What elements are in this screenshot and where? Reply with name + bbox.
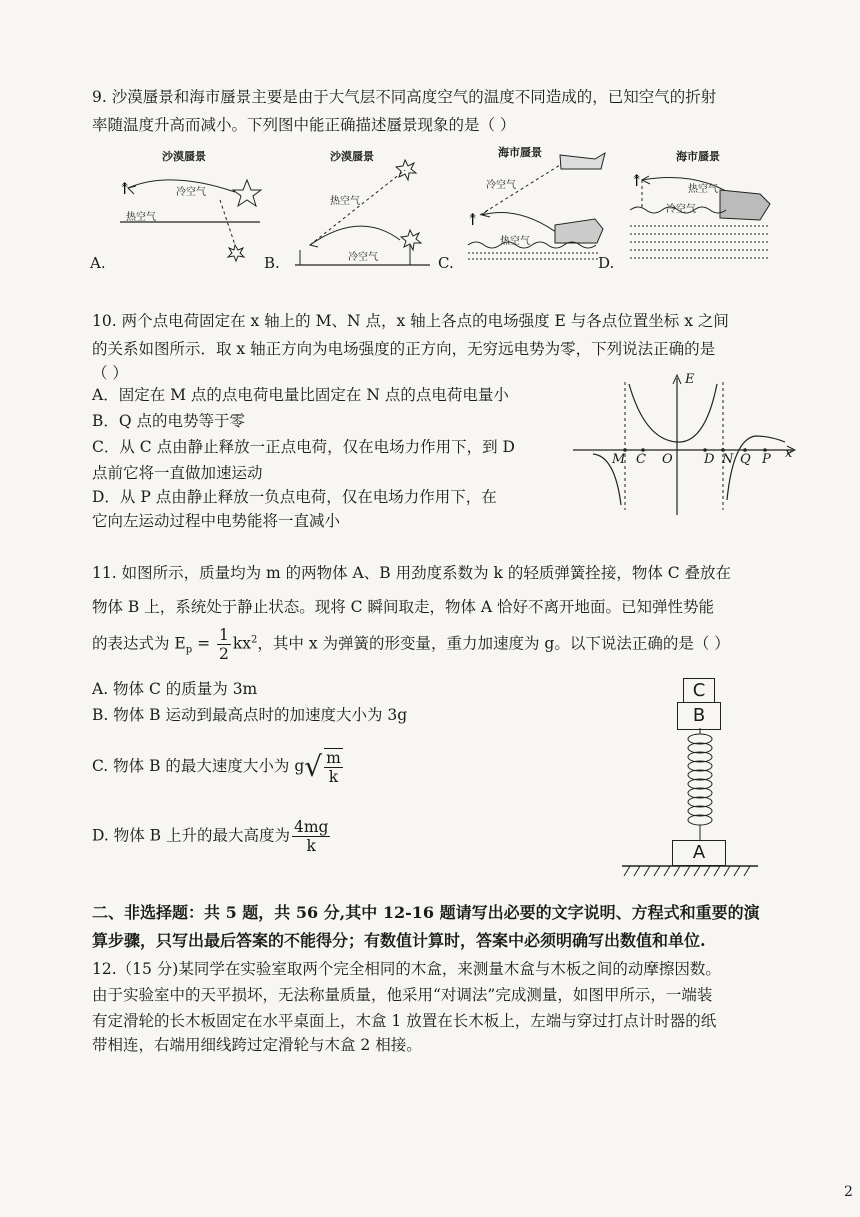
block-c: C (683, 678, 715, 704)
block-b: B (677, 702, 721, 730)
q9-diagram-b (280, 150, 440, 270)
q9-panel-b-lower: 冷空气 (348, 252, 378, 263)
q9-option-c[interactable]: C. (438, 254, 454, 272)
svg-text:↟: ↟ (630, 171, 644, 190)
q12-line1: 12.（15 分)某同学在实验室取两个完全相同的木盒，来测量木盒与木板之间的动摩擦因数。 (92, 960, 721, 978)
q10-line2: 的关系如图所示．取 x 轴正方向为电场强度的正方向，无穷远电势为零，下列说法正确的是 (92, 340, 716, 358)
q9-panel-d-upper: 热空气 (688, 184, 718, 195)
q10-line3: （ ） (92, 364, 128, 382)
q11-line1: 11. 如图所示，质量均为 m 的两物体 A、B 用劲度系数为 k 的轻质弹簧拴接，物体 C 叠放在 (92, 564, 732, 582)
section2-heading-line1: 二、非选择题：共 5 题，共 56 分,其中 12-16 题请写出必要的文字说明、方程式和重要的演 (92, 903, 760, 922)
q9-option-b[interactable]: B. (264, 254, 280, 272)
q9-line1: 9. 沙漠蜃景和海市蜃景主要是由于大气层不同高度空气的温度不同造成的，已知空气的折射 (92, 88, 717, 106)
svg-text:↟: ↟ (118, 179, 132, 198)
q11-option-a[interactable]: A. 物体 C 的质量为 3m (92, 680, 258, 698)
q9-panel-a-lower: 热空气 (126, 212, 156, 223)
page-number: 2 (844, 1184, 853, 1200)
q9-panel-c-lower: 热空气 (500, 236, 530, 247)
q10-point-q: Q (740, 452, 751, 467)
q12-line2: 由于实验室中的天平损坏，无法称量质量，他采用“对调法”完成测量，如图甲所示，一端装 (92, 986, 713, 1004)
q9-diagram-a (110, 160, 270, 270)
q10-point-c: C (636, 452, 646, 467)
q11-option-d[interactable]: D. 物体 B 上升的最大高度为 $\frac{4mg}{k}$ (92, 818, 329, 855)
block-a: A (672, 840, 726, 866)
q10-point-m: M (612, 452, 626, 467)
q9-option-d[interactable]: D. (598, 254, 615, 272)
q10-option-c-line1[interactable]: C．从 C 点由静止释放一正点电荷，仅在电场力作用下，到 D (92, 438, 515, 456)
q10-graph-x-label: x (785, 446, 793, 461)
q9-panel-c-upper: 冷空气 (486, 180, 516, 191)
q9-panel-d-lower: 冷空气 (666, 204, 696, 215)
q10-point-p: P (762, 452, 771, 467)
q10-graph-y-label: E (685, 372, 695, 387)
q10-point-n: N (722, 452, 734, 467)
q9-diagram-c (460, 145, 610, 270)
q11-option-c[interactable]: C. 物体 B 的最大速度大小为 g√ $\frac{m}{k}$ (92, 749, 341, 786)
q11-line2: 物体 B 上，系统处于静止状态。现将 C 瞬间取走，物体 A 恰好不离开地面。已知弹性势能 (92, 598, 715, 616)
q9-panel-b-upper: 热空气 (330, 196, 360, 207)
q9-diagram-d (620, 160, 780, 270)
q9-panel-a-title: 沙漠蜃景 (162, 150, 206, 163)
q10-line1: 10. 两个点电荷固定在 x 轴上的 M、N 点，x 轴上各点的电场强度 E 与各点位置坐标 x 之间 (92, 312, 729, 330)
q12-line4: 带相连，右端用细线跨过定滑轮与木盒 2 相接。 (92, 1036, 422, 1054)
q9-option-a[interactable]: A. (90, 254, 106, 272)
q9-panel-a-upper: 冷空气 (176, 187, 206, 198)
q11-option-b[interactable]: B. 物体 B 运动到最高点时的加速度大小为 3g (92, 706, 408, 724)
q10-point-o: O (662, 452, 673, 467)
q9-panel-c-title: 海市蜃景 (498, 146, 542, 159)
ground-hatch (620, 864, 760, 880)
q11-line3: 的表达式为 $E_p$ = $\frac{1}{2}$ $kx^2$，其中 x 为弹簧的形变量，重力加速度为 g。以下说法正确的是（ ） (92, 626, 730, 663)
q9-line2: 率随温度升高而减小。下列图中能正确描述蜃景现象的是（ ） (92, 116, 516, 134)
q10-option-a[interactable]: A．固定在 M 点的点电荷电量比固定在 N 点的点电荷电量小 (92, 386, 509, 404)
q10-option-d-line2: 它向左运动过程中电势能将一直减小 (92, 512, 341, 530)
svg-text:↟: ↟ (466, 210, 480, 229)
q10-option-b[interactable]: B．Q 点的电势等于零 (92, 412, 246, 430)
section2-heading-line2: 算步骤，只写出最后答案的不能得分；有数值计算时，答案中必须明确写出数值和单位. (92, 931, 706, 950)
q10-option-d-line1[interactable]: D．从 P 点由静止释放一负点电荷，仅在电场力作用下，在 (92, 488, 497, 506)
q12-line3: 有定滑轮的长木板固定在水平桌面上，木盒 1 放置在长木板上，左端与穿过打点计时器的纸 (92, 1012, 717, 1030)
q10-e-x-graph (565, 370, 805, 520)
q9-panel-b-title: 沙漠蜃景 (330, 150, 374, 163)
spring-icon (680, 728, 720, 840)
q10-option-c-line2: 点前它将一直做加速运动 (92, 464, 263, 482)
q9-panel-d-title: 海市蜃景 (676, 150, 720, 163)
q10-point-d: D (704, 452, 715, 467)
